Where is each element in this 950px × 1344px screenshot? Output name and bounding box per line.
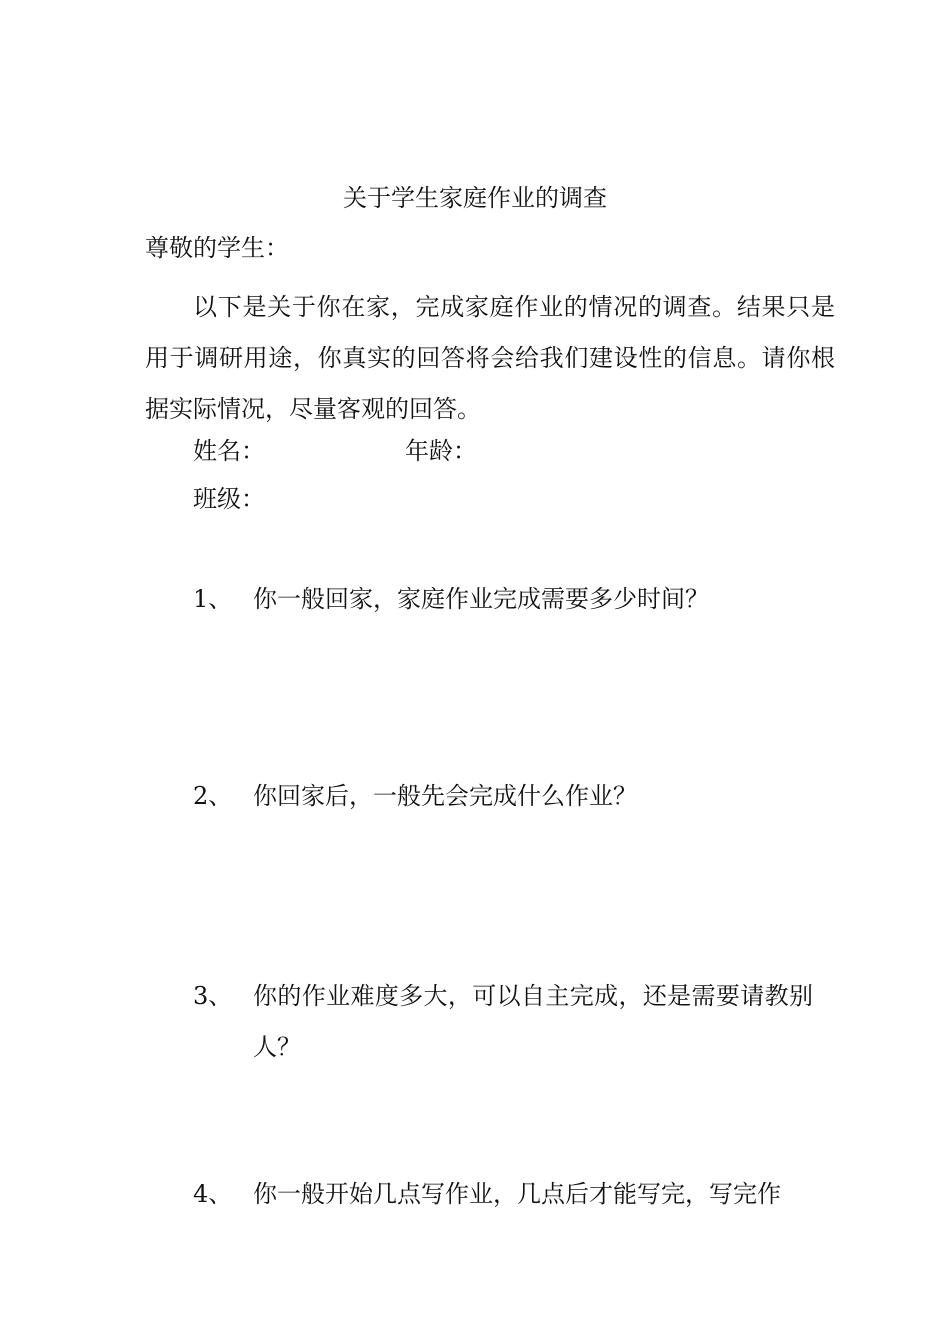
age-field-label: 年龄： bbox=[405, 437, 477, 465]
class-field-label: 班级： bbox=[193, 485, 265, 513]
salutation: 尊敬的学生： bbox=[145, 234, 289, 262]
question-number: 4、 bbox=[193, 1180, 233, 1208]
question-text: 你一般回家，家庭作业完成需要多少时间？ bbox=[253, 585, 709, 613]
question-text: 你回家后，一般先会完成什么作业？ bbox=[253, 782, 637, 810]
document-title: 关于学生家庭作业的调查 bbox=[343, 184, 607, 212]
question-text: 你的作业难度多大，可以自主完成，还是需要请教别人？ bbox=[253, 982, 813, 1061]
question-number: 1、 bbox=[193, 585, 233, 613]
question-text: 你一般开始几点写作业，几点后才能写完，写完作 bbox=[253, 1180, 781, 1208]
question-number: 2、 bbox=[193, 782, 233, 810]
intro-paragraph: 以下是关于你在家，完成家庭作业的情况的调查。结果只是用于调研用途，你真实的回答将会给我们建设性的信息。请你根据实际情况，尽量客观的回答。 bbox=[145, 293, 835, 423]
name-field-label: 姓名： bbox=[193, 437, 265, 465]
question-number: 3、 bbox=[193, 982, 233, 1010]
